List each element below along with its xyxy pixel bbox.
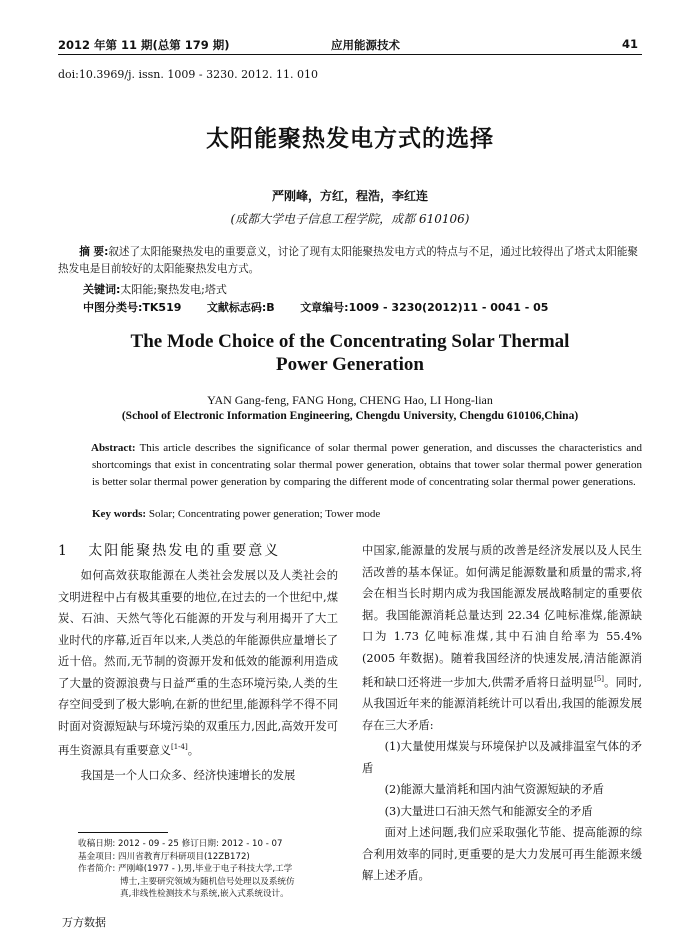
section-heading: [58, 540, 280, 560]
author-bio: 博士,主要研究领域为随机信号处理以及系统仿: [120, 876, 295, 887]
authors-cn: 严刚峰，方红，程浩，李红连: [271, 189, 428, 203]
paragraph: [362, 540, 642, 736]
abstract-en-label: Abstract:: [91, 442, 136, 454]
affiliation-cn: (成都大学电子信息工程学院，成都 610106): [230, 212, 470, 226]
keywords-en-text: Solar; Concentrating power generation; Tower mode: [148, 508, 381, 520]
citation: [5]: [594, 675, 605, 683]
abstract-cn: [58, 244, 642, 278]
body-column-right: [362, 540, 642, 887]
title-en-line1: The Mode Choice of the Concentrating Solar Thermal: [130, 331, 570, 352]
paragraph-text: 。同时,从我国近年来的能源消耗统计可以看出,我国的能源发展存在三大矛盾:: [362, 675, 643, 732]
abstract-en: [92, 440, 642, 491]
body-column-left: [58, 565, 338, 787]
article-number: 文章编号:1009 - 3230(2012)11 - 0041 - 05: [300, 301, 549, 314]
title-cn: 太阳能聚热发电方式的选择: [206, 126, 494, 152]
section-title: 太阳能聚热发电的重要意义: [88, 543, 281, 559]
paragraph-text: 中国家,能源量的发展与质的改善是经济发展以及人民生活改善的基本保证。如何满足能源数量和质量的需求,将会在相当长时期内成为我国能源发展战略制定的重要依据。我国能源消耗总量达到 22.34 亿吨标准煤,能源缺口为 1.73 亿吨标准煤,其中石油自给率为 55.4% (2005 年数据)。随着我国经济的快速发展,清洁能源消耗和缺口还将进一步加大,供需矛盾将日益明显: [362, 544, 642, 689]
received-date: 收稿日期: 2012 - 09 - 25 修订日期: 2012 - 10 - 07: [78, 839, 283, 849]
keywords-cn: [83, 281, 227, 297]
keywords-en: [92, 508, 380, 520]
list-item: (1)大量使用煤炭与环境保护以及减排温室气体的矛盾: [362, 740, 642, 775]
footnotes: [78, 838, 340, 901]
paragraph: [58, 565, 338, 761]
keywords-cn-text: 太阳能;聚热发电;塔式: [120, 283, 227, 296]
issue-info: 2012 年第 11 期(总第 179 期): [58, 38, 230, 52]
classification-line: [83, 299, 643, 315]
document-code: 文献标志码:B: [206, 301, 275, 314]
list-item: (2)能源大量消耗和国内油气资源短缺的矛盾: [384, 783, 604, 797]
watermark: 万方数据: [62, 916, 106, 929]
abstract-cn-text: 叙述了太阳能聚热发电的重要意义，讨论了现有太阳能聚热发电方式的特点与不足，通过比较得出了塔式太阳能聚热发电是目前较好的太阳能聚热发电方式。: [58, 246, 638, 275]
footnote-divider: [78, 832, 168, 833]
author-bio: 真,非线性检测技术与系统,嵌入式系统设计。: [120, 889, 289, 899]
citation: [1-4]: [170, 743, 188, 751]
list-item: (3)大量进口石油天然气和能源安全的矛盾: [384, 804, 593, 818]
title-en-line2: Power Generation: [276, 354, 424, 375]
keywords-cn-label: 关键词:: [83, 283, 121, 296]
title-en: [0, 330, 700, 376]
clc-number: 中图分类号:TK519: [83, 301, 182, 314]
journal-name: 应用能源技术: [331, 38, 400, 52]
page-number: 41: [621, 37, 638, 51]
authors-en: YAN Gang-feng, FANG Hong, CHENG Hao, LI Hong-lian: [207, 393, 493, 407]
keywords-en-label: Key words:: [92, 508, 147, 520]
running-header: [58, 34, 642, 55]
fund-info: 基金项目: 四川省教育厅科研项目(12ZB172): [78, 851, 250, 862]
doi: doi:10.3969/j. issn. 1009 - 3230. 2012. 11. 010: [58, 68, 319, 81]
paragraph: 面对上述问题,我们应采取强化节能、提高能源的综合利用效率的同时,更重要的是大力发展可再生能源来缓解上述矛盾。: [362, 826, 642, 883]
section-number: 1: [58, 543, 69, 559]
paragraph-text: 如何高效获取能源在人类社会发展以及人类社会的文明进程中占有极其重要的地位,在过去的一个世纪中,煤炭、石油、天然气等化石能源的开发与利用揭开了大工业时代的序幕,近百年以来,人类总的年能源供应量增长了近十倍。然而,无节制的资源开发和低效的能源利用造成了大量的资源浪费与日益严重的生态环境污染,人类的生存空间受到了极大影响,在新的世纪里,能源科学不得不同时面对资源短缺与环境污染的双重压力,因此,高效开发可再生资源具有重要意义: [58, 569, 338, 757]
paragraph: 我国是一个人口众多、经济快速增长的发展: [80, 769, 296, 783]
affiliation-en: (School of Electronic Information Engineering, Chengdu University, Chengdu 610106,China): [121, 410, 579, 422]
author-bio: 作者简介: 严刚峰(1977 - ),男,毕业于电子科技大学,工学: [78, 864, 293, 874]
abstract-cn-label: 摘 要:: [79, 246, 109, 258]
abstract-en-text: This article describes the significance of solar thermal power generation, and discusses the characteristics and shortcomings that exist in concentrating solar thermal power generation, obtains that tower solar thermal power generation is better solar thermal power generation by comparing the different mode of concentrating solar thermal power generations.: [92, 442, 642, 488]
paragraph-text: 。: [187, 743, 200, 757]
